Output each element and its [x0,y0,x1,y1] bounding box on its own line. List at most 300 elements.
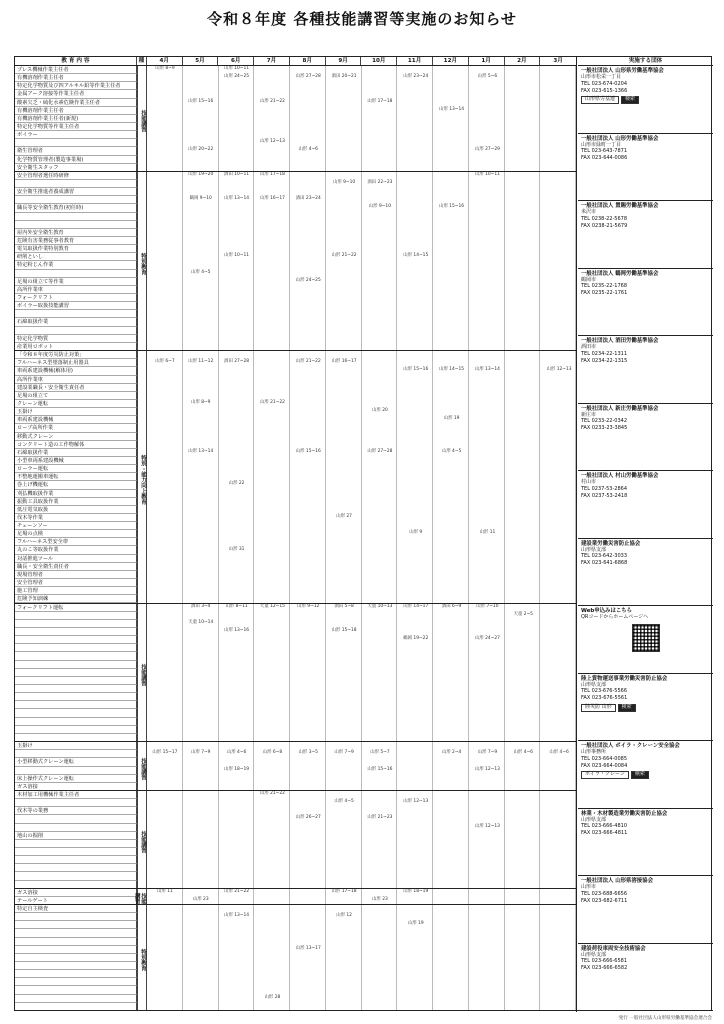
schedule-entry: 山形 4~5 [191,269,211,275]
course-name: 特定化学物質 [15,335,137,343]
organization-contact: FAX 023-682-6711 [581,897,628,904]
schedule-entry: 山形 13~14 [224,913,250,919]
schedule-entry: 山形 16~17 [259,196,285,202]
section-kind-label: 特別教育 [137,172,147,351]
organization-contact: FAX 0237-53-2418 [581,492,628,499]
schedule-entry: 山形 16~17 [331,359,357,365]
search-keyword-box[interactable]: 陸災防 山形 [581,704,616,712]
schedule-entry: 山形 10~11 [224,66,250,71]
course-name: ガス溶接 [15,889,137,897]
schedule-section [15,742,576,791]
header-month: 8月 [290,57,326,65]
course-name [15,970,137,978]
schedule-entry: 山形 15~16 [367,766,393,772]
schedule-entry: 山形 13~16 [224,628,250,634]
organization-contact: TEL 023-643-7871 [581,148,628,155]
organization-block [578,606,713,674]
organization-block [578,539,713,607]
organization-block [578,876,713,944]
schedule-entry: 山形 4~6 [513,750,533,756]
schedule-entry: 山形 21~22 [295,359,321,365]
course-name: 対話推進ツール [15,555,137,563]
course-name [15,995,137,1003]
course-name: 有機溶剤作業主任者 [15,74,137,82]
course-name: 職長・安全衛生責任者 [15,563,137,571]
course-name [15,734,137,742]
schedule-entry: 山形 2~4 [441,750,462,756]
header-month: 2月 [505,57,541,65]
course-name: 特定自主検査 [15,905,137,913]
course-name: 建設業職長・安全衛生責任者 [15,384,137,392]
course-name: 車両系建設機械 [15,416,137,424]
schedule-entry: 山形 7~9 [477,750,498,756]
organization-name: 一般社団法人 酒田労働基準協会 [581,338,659,344]
search-button[interactable]: 検索 [621,96,639,104]
footer-note: 発行 一般社団法人山形県労働基準協会連合会 [618,1015,712,1021]
course-name [15,180,137,188]
course-name [15,856,137,864]
course-name [15,213,137,221]
organization-contact: FAX 023-676-5561 [581,695,628,702]
schedule-entry: 山形 10~11 [224,253,250,259]
course-name: 危険予知訓練 [15,595,137,603]
schedule-entry: 山形 11~12 [188,359,214,365]
schedule-entry: 山形 21~22 [224,888,250,894]
course-name: 屋内外安全衛生教育 [15,229,137,237]
course-name [15,864,137,872]
organization-name: 建設業労働災害防止協会 [581,540,641,547]
schedule-section [15,889,576,905]
organization-block [578,809,713,877]
course-name [15,644,137,652]
section-kind-label: 技能講習 [137,889,147,905]
organizations-column [578,57,713,1012]
schedule-entry: 山形 15~18 [331,628,357,634]
course-name: 巻上げ機運転 [15,481,137,489]
schedule-entry: 山形 20~22 [188,147,214,153]
schedule-entry: 山形 11 [479,530,496,536]
organization-contact: TEL 0237-53-2864 [581,485,628,492]
course-name: 有機溶剤作業主任者(新規) [15,115,137,123]
schedule-entry: 山形 19~20 [188,171,214,177]
course-name [15,221,137,229]
course-name [15,701,137,709]
schedule-entry: 鶴岡 9~10 [189,196,212,202]
schedule-entry: 山形 12~13 [474,766,500,772]
schedule-entry: 山形 15~17 [152,750,178,756]
course-name [15,726,137,734]
course-name: 特定化学物質等作業主任者 [15,123,137,131]
organization-name: 一般社団法人 山形労働基準協会 [581,135,659,142]
organization-contact: 山形県支部 [581,816,607,823]
schedule-entry: 山形 23 [372,896,388,902]
course-name: 特定化学物質及び四アルキル鉛等作業主任者 [15,82,137,90]
course-name [15,881,137,889]
course-name [15,685,137,693]
course-name [15,954,137,962]
course-name [15,921,137,929]
schedule-entry: 山形 27~28 [367,448,393,454]
schedule-entry: 山形 21~23 [367,815,393,821]
course-name: ロープ高所作業 [15,424,137,432]
schedule-entry: 山形 17~18 [259,171,285,177]
schedule-entry: 山形 15~16 [403,367,429,373]
schedule-grid [15,57,577,1012]
schedule-entry: 山形 23~24 [403,74,429,80]
course-name [15,815,137,823]
organization-contact: TEL 023-642-3033 [581,553,628,560]
organization-name: 一般社団法人 山形県溶接協会 [581,878,653,884]
header-kind: 種 [137,57,147,65]
course-name [15,718,137,726]
schedule-section [15,66,576,172]
table-header [15,57,576,66]
course-name [15,938,137,946]
course-name: 職長等安全衛生教育(初任時) [15,204,137,212]
schedule-entry: 酒田 20~21 [331,74,357,80]
organization-contact: 鶴岡市 [581,276,597,283]
schedule-entry: 山形 5~6 [477,74,498,80]
organization-block [578,404,713,472]
organization-contact: 山形市 [581,884,597,891]
organization-block [578,134,713,202]
organization-contact: 山形事務所 [581,749,607,756]
course-name: 伐木等の業務 [15,807,137,815]
course-name: 有機溶剤作業主任者 [15,107,137,115]
schedule-entry: 山形 17~18 [367,98,393,104]
schedule-entry: 山形 19 [443,416,460,422]
course-name: 安全衛生推進者養成講習 [15,188,137,196]
course-name: 足場の組立て等作業 [15,278,137,286]
course-name [15,1003,137,1011]
schedule-entry: 山形 12~13 [546,367,572,373]
schedule-entry: 山形 20 [372,408,388,414]
organization-name: 林業・木材製造業労働災害防止協会 [581,810,668,817]
organization-contact: 新庄市 [581,411,597,418]
schedule-entry: 山形 21~22 [331,253,357,259]
course-name [15,310,137,318]
schedule-entry: 山形 22 [228,481,245,487]
course-name: 低圧電気取扱 [15,506,137,514]
course-name [15,840,137,848]
organization-contact: TEL 0234-22-1311 [581,350,628,357]
organization-contact: TEL 023-688-6656 [581,890,628,897]
schedule-entry: 山形 3~5 [298,750,318,756]
course-name [15,612,137,620]
schedule-entry: 山形 10~11 [474,171,500,177]
section-kind-label: 技能講習 [137,604,147,742]
course-name: 衛生管理者 [15,147,137,155]
course-name: 金属アーク溶接等作業主任者 [15,90,137,98]
course-name: 施工管理 [15,587,137,595]
header-month: 10月 [361,57,397,65]
organization-contact: FAX 0238-21-5679 [581,222,628,229]
course-name: 現場管理者 [15,571,137,579]
organization-block [578,269,713,337]
course-name: 産業用ロボット [15,343,137,351]
course-name [15,139,137,147]
organization-contact: QRコードからホームページへ [581,614,649,621]
course-name: 小型車両系建設機械 [15,457,137,465]
search-keyword-box[interactable]: 山形県労基連 [581,96,619,104]
course-name: 玉掛け [15,408,137,416]
course-name [15,986,137,994]
header-month: 11月 [397,57,433,65]
schedule-entry: 山形 9~10 [368,204,392,210]
course-name [15,946,137,954]
schedule-entry: 山形 15~16 [188,98,214,104]
schedule-entry: 山形 27~28 [295,74,321,80]
organizations-list [578,66,713,1011]
course-name: 高所作業車 [15,286,137,294]
header-course: 教 育 内 容 [15,57,137,65]
course-name [15,327,137,335]
schedule-entry: 山形 18~19 [403,888,429,894]
organization-contact: TEL 023-674-0204 [581,80,628,87]
organization-name: 陸上貨物運送事業労働災害防止協会 [581,675,668,682]
course-name: 玉掛け [15,742,137,750]
organization-contact: FAX 0234-22-1315 [581,357,628,364]
schedule-entry: 山形 26~27 [295,815,321,821]
schedule-entry: 天童 10~14 [188,619,214,625]
schedule-entry: 酒田 23~24 [295,196,321,202]
course-name: フルハーネス型墜落制止用器具 [15,359,137,367]
schedule-entry: 酒田 6~9 [441,603,462,609]
course-name [15,677,137,685]
header-month: 1月 [469,57,505,65]
organization-block [578,201,713,269]
organization-block [578,336,713,404]
schedule-entry: 山形 4~5 [441,448,462,454]
course-name: ローラー運転 [15,465,137,473]
schedule-entry: 山形 15~16 [439,204,465,210]
page-title: 令和８年度 各種技能講習等実施のお知らせ [207,10,517,28]
organization-contact: FAX 0233-23-3845 [581,425,628,432]
schedule-entry: 山形 31 [228,546,245,552]
schedule-entry: 山形 6~8 [262,750,283,756]
schedule-entry: 山形 13~14 [188,448,214,454]
organization-contact: 米沢市 [581,209,597,216]
schedule-entry: 酒田 3~4 [191,603,211,609]
course-name [15,620,137,628]
schedule-section [15,172,576,351]
course-name: ボイラー取扱技能講習 [15,302,137,310]
header-month: 4月 [147,57,183,65]
organization-name: 一般社団法人 置賜労働基準協会 [581,203,659,209]
course-name [15,709,137,717]
schedule-entry: 山形 18~19 [224,766,250,772]
organization-name: 建設荷役車両安全技術協会 [581,945,646,952]
course-name: 足場の組立て [15,392,137,400]
organization-name: 一般社団法人 村山労働基準協会 [581,473,659,479]
course-name: プレス機械作業主任者 [15,66,137,74]
schedule-entry: 山形 8~11 [225,603,248,609]
course-name: 小型移動式クレーン運転 [15,758,137,766]
header-month: 5月 [183,57,219,65]
header-month: 7月 [254,57,290,65]
schedule-entry: 山形 7~9 [334,750,354,756]
header-month: 3月 [553,58,563,64]
course-name: 石綿取扱作業 [15,318,137,326]
search-keyword-box[interactable]: ボイラ・クレーン [581,771,629,779]
section-kind-label: 技能講習 [137,742,147,791]
course-name [15,669,137,677]
course-name: 床上操作式クレーン運転 [15,775,137,783]
organization-contact: 山形県支部 [581,546,607,553]
schedule-entry: 山形 13~14 [224,196,250,202]
course-name [15,693,137,701]
schedule-entry: 山形 27~29 [474,147,500,153]
schedule-entry: 山形 28 [264,994,281,1000]
course-name [15,929,137,937]
schedule-entry: 山形 8~9 [191,399,211,405]
course-name [15,824,137,832]
course-name [15,767,137,775]
search-button[interactable]: 検索 [618,704,636,712]
course-name: 危険有害業務従事者教育 [15,237,137,245]
schedule-entry: 山形 4~6 [549,750,569,756]
organization-contact: 山形市緑町一丁目 [581,141,622,148]
schedule-entry: 山形 24~27 [474,636,500,642]
schedule-entry: 山形 24~25 [295,277,321,283]
course-name: 特定粉じん作業 [15,261,137,269]
organization-contact: TEL 0238-22-5678 [581,215,628,222]
course-name: 電気取扱作業特別教育 [15,245,137,253]
schedule-entry: 山形 14~15 [439,367,465,373]
organization-contact: FAX 023-664-0084 [581,762,628,769]
schedule-entry: 天童 10~13 [367,603,393,609]
course-name [15,636,137,644]
course-name: 不整地運搬車運転 [15,473,137,481]
organization-block [578,944,713,1012]
course-name: 木材加工用機械作業主任者 [15,791,137,799]
organization-contact: FAX 023-666-6582 [581,965,628,972]
organization-block [578,674,713,742]
organization-contact: TEL 0235-22-1768 [581,283,628,290]
schedule-section [15,604,576,742]
schedule-entry: 山形 19 [407,921,424,927]
organization-contact: FAX 023-644-0086 [581,155,628,162]
sections-container [15,66,576,1011]
search-button[interactable]: 検索 [631,771,649,779]
organization-contact: FAX 023-666-4811 [581,830,628,837]
course-name: 丸のこ等取扱作業 [15,546,137,554]
organization-contact: FAX 023-641-6868 [581,560,628,567]
course-name [15,628,137,636]
course-name: 研削といし [15,253,137,261]
course-name [15,799,137,807]
schedule-entry: 山形 15~16 [295,448,321,454]
course-name: 安全衛生スタッフ [15,164,137,172]
schedule-entry: 山形 27 [336,514,352,520]
course-name: 酸素欠乏・硫化水素危険作業主任者 [15,99,137,107]
course-name: 「令和８年度労災防止対策」 [15,351,137,359]
side-header: 実施する団体 [578,57,713,66]
organization-block [578,471,713,539]
schedule-entry: 山形 21~22 [259,791,285,796]
course-name: 石綿取扱作業 [15,449,137,457]
section-kind-label: 技能講習 [137,791,147,889]
schedule-entry: 酒田 5~8 [334,603,354,609]
header-month: 12月 [433,57,469,65]
schedule-entry: 鶴岡 19~22 [403,636,429,642]
schedule-entry: 山形 23 [192,896,209,902]
organization-contact: 山形市松栄一丁目 [581,74,622,81]
organization-contact: TEL 023-666-4810 [581,823,628,830]
course-name [15,270,137,278]
schedule-entry: 山形 12~13 [403,799,429,805]
course-name: テールゲート [15,897,137,905]
schedule-entry: 山形 14~15 [403,253,429,259]
schedule-entry: 山形 13~17 [295,945,321,951]
organization-contact: TEL 023-664-0085 [581,755,628,762]
schedule-entry: 山形 4~6 [298,147,318,153]
schedule-entry: 山形 9~12 [297,603,320,609]
organization-name: 一般社団法人 鶴岡労働基準協会 [581,270,659,277]
section-kind-label: 特別教育 [137,905,147,1011]
course-name [15,652,137,660]
schedule-entry: 山形 11 [157,888,173,894]
course-name [15,196,137,204]
schedule-section [15,351,576,604]
schedule-entry: 山形 9 [409,530,423,536]
course-name [15,913,137,921]
course-name: 安全管理者 [15,579,137,587]
qr-code-icon[interactable] [632,624,660,652]
schedule-entry: 山形 12~13 [259,139,285,145]
organization-contact: FAX 023-615-1366 [581,87,628,94]
schedule-section [15,791,576,889]
schedule-entry: 山形 24~25 [224,74,250,80]
schedule-entry: 天童 12~15 [259,603,285,609]
course-name [15,978,137,986]
schedule-entry: 山形 4~6 [226,750,247,756]
organization-contact: 山形県支部 [581,951,607,958]
section-kind-label: 技能講習 [137,66,147,172]
course-name: 足場の点検 [15,530,137,538]
course-name [15,750,137,758]
header-month: 9月 [326,57,362,65]
course-name: フォークリフト [15,294,137,302]
schedule-entry: 酒田 10~11 [224,171,250,177]
schedule-entry: 山形 21~22 [259,399,285,405]
course-name: ボイラー [15,131,137,139]
schedule-entry: 山形 7~10 [476,603,499,609]
course-name [15,962,137,970]
course-name: 化学物質管理者(製造事業場) [15,156,137,164]
organization-contact: TEL 0233-22-0342 [581,418,628,425]
organization-name: 一般社団法人 ボイラ・クレーン安全協会 [581,743,680,749]
organization-name: Web申込みはこちら [581,608,633,614]
course-name: フルハーネス型安全帯 [15,538,137,546]
course-name [15,661,137,669]
schedule-entry: 酒田 22~23 [367,180,393,186]
schedule-entry: 山形 4~5 [334,799,354,805]
course-name: 移動式クレーン [15,433,137,441]
schedule-table [14,56,712,1011]
course-name: コンクリート造の工作物解体 [15,441,137,449]
course-name [15,848,137,856]
schedule-entry: 天童 2~5 [513,611,533,617]
schedule-entry: 山形 9~10 [332,180,356,186]
course-name: 安全管理者選任時研修 [15,172,137,180]
organization-block [578,66,713,134]
schedule-entry: 酒田 27~28 [224,359,250,365]
organization-block [578,741,713,809]
organization-name: 一般社団法人 山形県労働基準協会 [581,68,664,74]
course-name: 高所作業車 [15,376,137,384]
organization-contact: TEL 023-666-6581 [581,958,628,965]
